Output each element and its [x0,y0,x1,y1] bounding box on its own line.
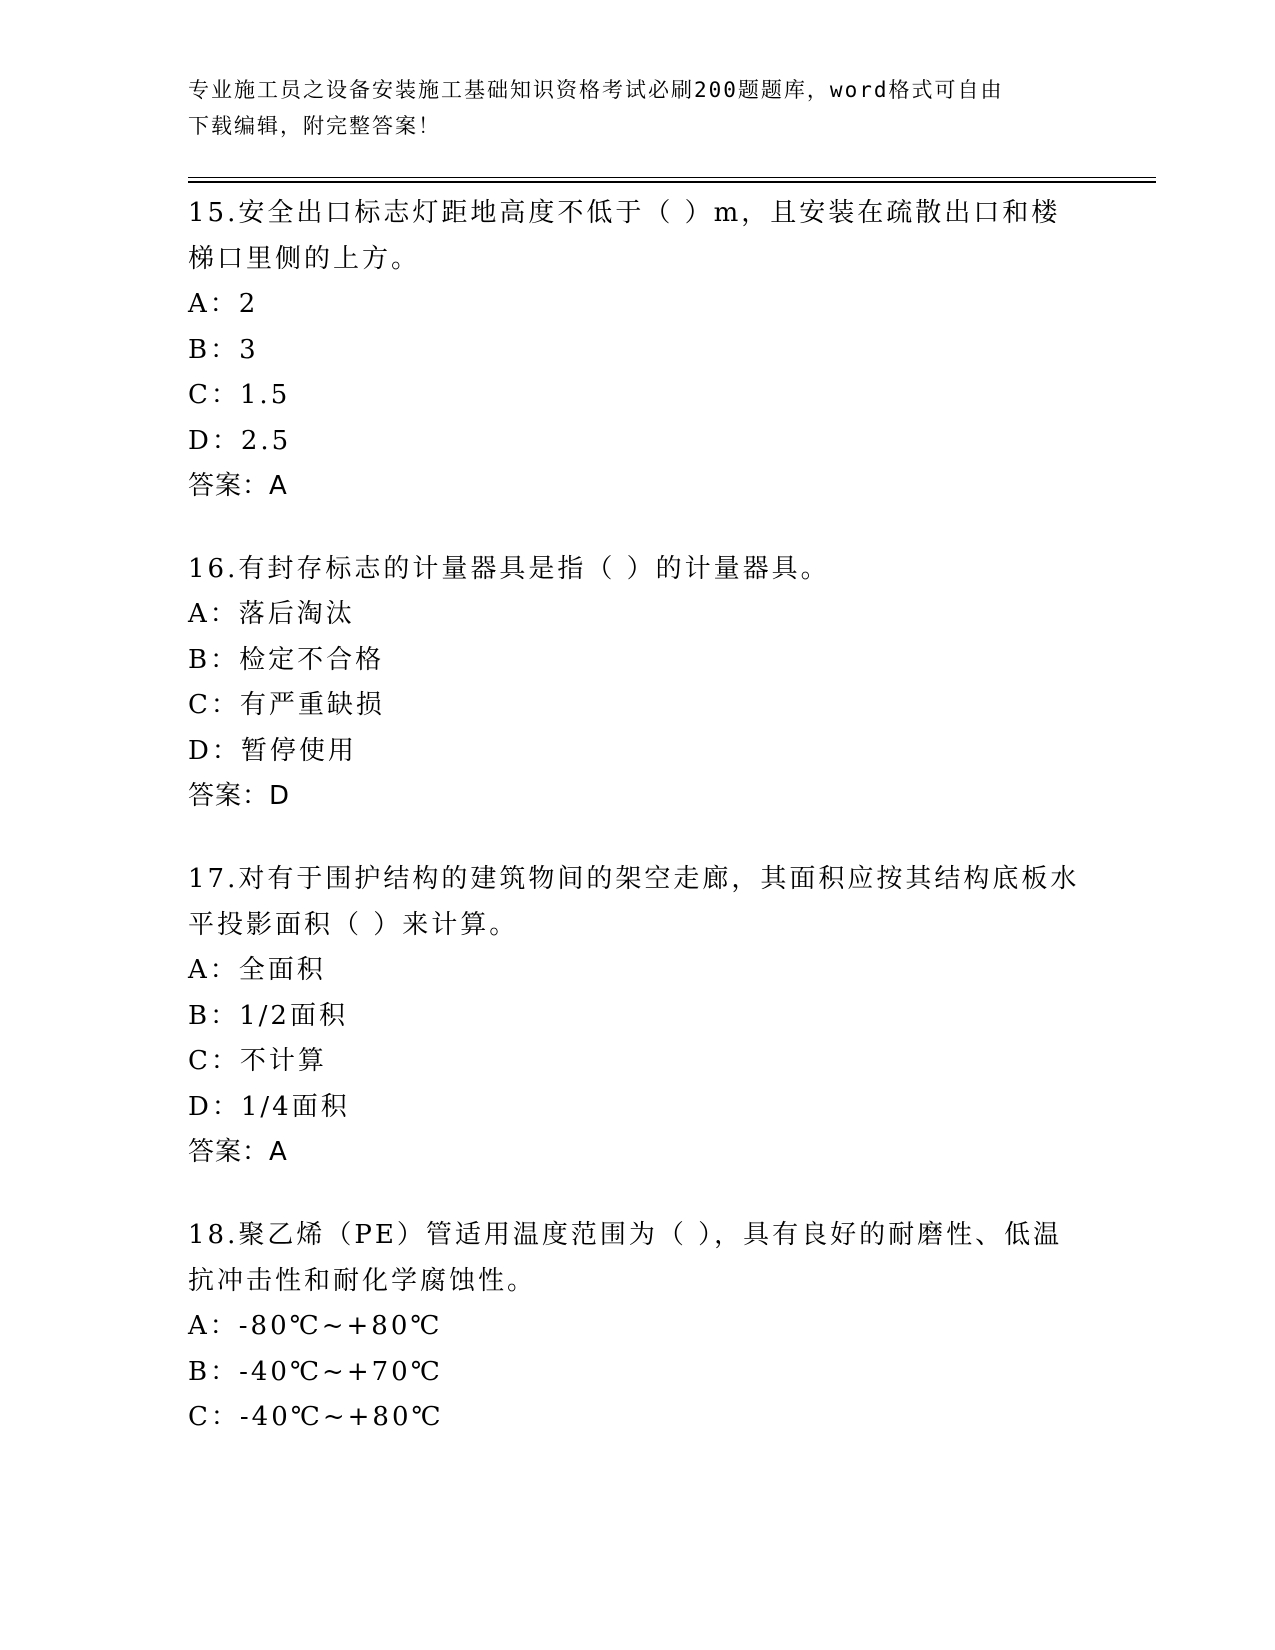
option-b: B：检定不合格 [188,644,385,675]
option-d: D：暂停使用 [188,735,357,766]
answer-line: 答案：D [188,781,291,811]
option-c: C：-40℃~+80℃ [188,1402,444,1432]
question-16 [188,546,1088,819]
option-b: B：-40℃~+70℃ [188,1356,443,1387]
document-header [188,72,1068,144]
option-d: D：1/4面积 [188,1091,350,1122]
question-18 [188,1212,1088,1441]
question-text: 18.聚乙烯（PE）管适用温度范围为（ ），具有良好的耐磨性、低温抗冲击性和耐化学腐蚀性。 [188,1220,1063,1296]
header-title-line-1: 专业施工员之设备安装施工基础知识资格考试必刷200题题库，word格式可自由 [188,78,1004,102]
option-a: A：全面积 [188,955,326,985]
question-text: 17.对有于围护结构的建筑物间的架空走廊，其面积应按其结构底板水平投影面积（ ）来计算。 [188,864,1080,940]
option-c: C：有严重缺损 [188,690,385,720]
answer-line: 答案：A [188,1137,288,1167]
header-title-line-2: 下载编辑，附完整答案！ [188,114,441,138]
answer-line: 答案：A [188,471,288,501]
question-text: 15.安全出口标志灯距地高度不低于（ ）m，且安装在疏散出口和楼梯口里侧的上方。 [188,198,1061,274]
option-d: D：2.5 [188,425,292,456]
question-15 [188,190,1088,509]
option-a: A：2 [188,289,259,319]
option-c: C：不计算 [188,1046,327,1076]
option-b: B：1/2面积 [188,1000,348,1031]
question-list [188,190,1088,1478]
option-a: A：落后淘汰 [188,599,355,629]
option-b: B：3 [188,334,259,365]
question-text: 16.有封存标志的计量器具是指（ ）的计量器具。 [188,554,830,584]
header-divider [188,177,1156,183]
option-a: A：-80℃~+80℃ [188,1311,443,1341]
option-c: C：1.5 [188,380,291,410]
question-17 [188,856,1088,1175]
